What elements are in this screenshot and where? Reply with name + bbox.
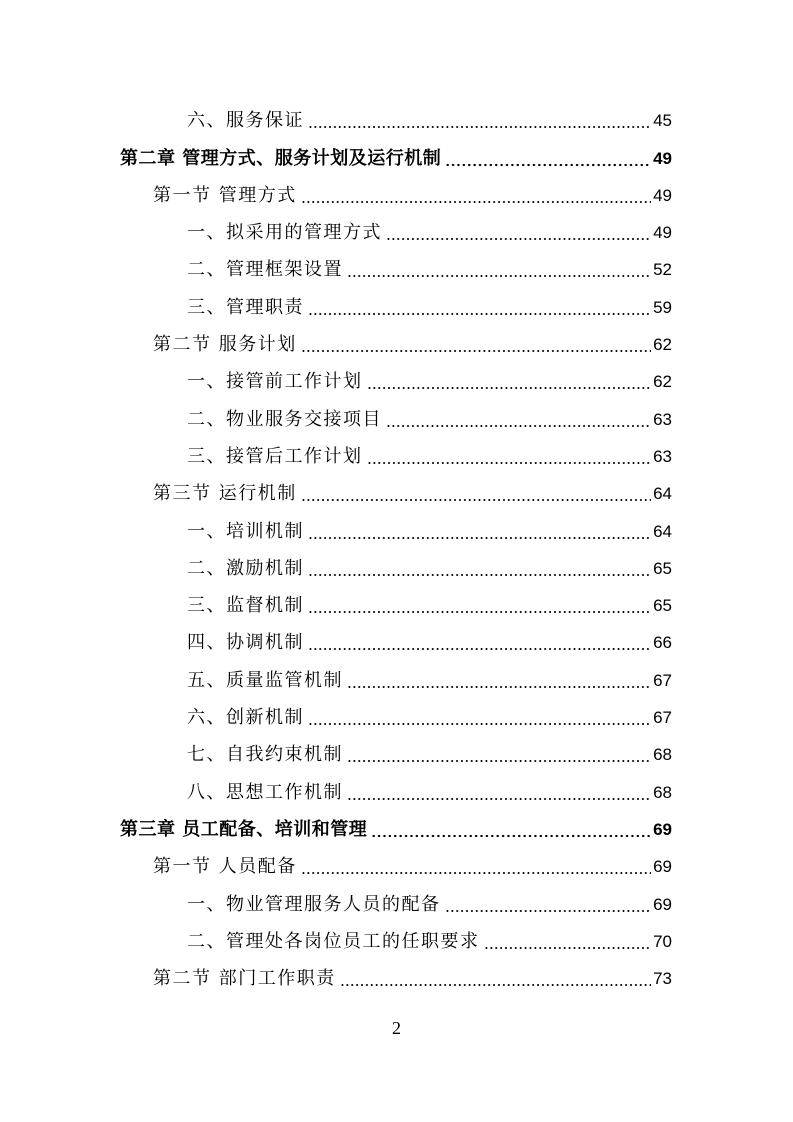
toc-entry-chapter[interactable] <box>0 810 793 847</box>
toc-entry-page-number: 62 <box>653 335 672 355</box>
dot-leader <box>308 610 651 614</box>
page-number: 2 <box>392 1018 401 1038</box>
toc-entry-page-number: 65 <box>653 596 672 616</box>
toc-entry-page-number: 67 <box>653 708 672 728</box>
toc-entry-label: 五、质量监管机制 <box>187 669 343 691</box>
toc-entry-page-number: 68 <box>653 782 672 802</box>
toc-entry-item[interactable] <box>0 250 793 287</box>
toc-entry-label: 第二节 服务计划 <box>153 334 297 356</box>
toc-entry-page-number: 73 <box>653 969 672 989</box>
toc-entry-item[interactable] <box>0 101 793 138</box>
toc-entry-label: 第二节 部门工作职责 <box>153 968 336 990</box>
toc-entry-label: 七、自我约束机制 <box>187 744 343 766</box>
dot-leader <box>308 722 651 726</box>
toc-entry-section[interactable] <box>0 847 793 884</box>
toc-entry-item[interactable] <box>0 399 793 436</box>
toc-entry-section[interactable] <box>0 325 793 362</box>
toc-entry-page-number: 45 <box>653 111 672 131</box>
toc-entry-item[interactable] <box>0 735 793 772</box>
dot-leader <box>301 349 651 353</box>
toc-entry-label: 二、物业服务交接项目 <box>187 408 382 430</box>
toc-entry-page-number: 69 <box>653 857 672 877</box>
dot-leader <box>367 386 652 390</box>
toc-entry-label: 六、服务保证 <box>187 110 304 132</box>
toc-entry-page-number: 65 <box>653 558 672 578</box>
toc-entry-label: 第三章 员工配备、培训和管理 <box>120 818 368 840</box>
toc-entry-page-number: 52 <box>653 260 672 280</box>
toc-entry-label: 二、激励机制 <box>187 557 304 579</box>
toc-entry-item[interactable] <box>0 549 793 586</box>
toc-entry-label: 一、培训机制 <box>187 520 304 542</box>
toc-entry-label: 八、思想工作机制 <box>187 781 343 803</box>
toc-entry-page-number: 62 <box>653 372 672 392</box>
dot-leader <box>347 685 651 689</box>
dot-leader <box>367 461 652 465</box>
dot-leader <box>386 424 651 428</box>
toc-entry-page-number: 49 <box>653 185 672 205</box>
dot-leader <box>301 200 651 204</box>
toc-entry-item[interactable] <box>0 437 793 474</box>
toc-entry-item[interactable] <box>0 586 793 623</box>
toc-entry-section[interactable] <box>0 959 793 996</box>
dot-leader <box>308 312 651 316</box>
toc-entry-label: 第一节 人员配备 <box>153 856 297 878</box>
dot-leader <box>347 759 651 763</box>
toc-entry-label: 三、接管后工作计划 <box>187 445 363 467</box>
toc-entry-page-number: 63 <box>653 446 672 466</box>
toc-entry-section[interactable] <box>0 474 793 511</box>
toc-entry-item[interactable] <box>0 213 793 250</box>
toc-entry-page-number: 70 <box>653 931 672 951</box>
dot-leader <box>308 125 651 129</box>
toc-entry-label: 第三节 运行机制 <box>153 483 297 505</box>
toc-entry-label: 二、管理框架设置 <box>187 259 343 281</box>
toc-entry-item[interactable] <box>0 698 793 735</box>
toc-entry-label: 一、物业管理服务人员的配备 <box>187 893 441 915</box>
toc-entry-page-number: 49 <box>653 223 672 243</box>
toc-entry-page-number: 64 <box>653 521 672 541</box>
toc-entry-page-number: 59 <box>653 297 672 317</box>
toc-entry-item[interactable] <box>0 772 793 809</box>
toc-entry-label: 一、接管前工作计划 <box>187 371 363 393</box>
dot-leader <box>308 573 651 577</box>
toc-entry-label: 第一节 管理方式 <box>153 184 297 206</box>
toc-entry-item[interactable] <box>0 362 793 399</box>
dot-leader <box>386 237 651 241</box>
toc-entry-page-number: 63 <box>653 409 672 429</box>
toc-entry-label: 三、监督机制 <box>187 595 304 617</box>
toc-entry-item[interactable] <box>0 511 793 548</box>
dot-leader <box>347 274 651 278</box>
toc-entry-page-number: 49 <box>653 148 672 168</box>
toc-entry-label: 第二章 管理方式、服务计划及运行机制 <box>120 147 442 169</box>
dot-leader <box>308 536 651 540</box>
toc-entry-page-number: 66 <box>653 633 672 653</box>
toc-entry-label: 四、协调机制 <box>187 632 304 654</box>
toc-entry-section[interactable] <box>0 176 793 213</box>
dot-leader <box>445 163 651 167</box>
dot-leader <box>301 871 651 875</box>
toc-entry-page-number: 69 <box>653 894 672 914</box>
dot-leader <box>371 834 651 838</box>
toc-entry-label: 二、管理处各岗位员工的任职要求 <box>187 930 480 952</box>
dot-leader <box>340 983 651 987</box>
toc-entry-page-number: 68 <box>653 745 672 765</box>
dot-leader <box>347 797 651 801</box>
dot-leader <box>445 909 652 913</box>
toc-entry-item[interactable] <box>0 922 793 959</box>
dot-leader <box>301 498 651 502</box>
toc-entry-page-number: 67 <box>653 670 672 690</box>
toc-entry-item[interactable] <box>0 660 793 697</box>
toc-entry-page-number: 64 <box>653 484 672 504</box>
toc-entry-item[interactable] <box>0 623 793 660</box>
toc-entry-item[interactable] <box>0 884 793 921</box>
dot-leader <box>484 946 652 950</box>
toc-entry-item[interactable] <box>0 287 793 324</box>
table-of-contents <box>0 101 793 996</box>
toc-entry-label: 一、拟采用的管理方式 <box>187 222 382 244</box>
toc-entry-chapter[interactable] <box>0 138 793 175</box>
toc-entry-label: 三、管理职责 <box>187 296 304 318</box>
dot-leader <box>308 647 651 651</box>
toc-entry-label: 六、创新机制 <box>187 707 304 729</box>
toc-entry-page-number: 69 <box>653 819 672 839</box>
